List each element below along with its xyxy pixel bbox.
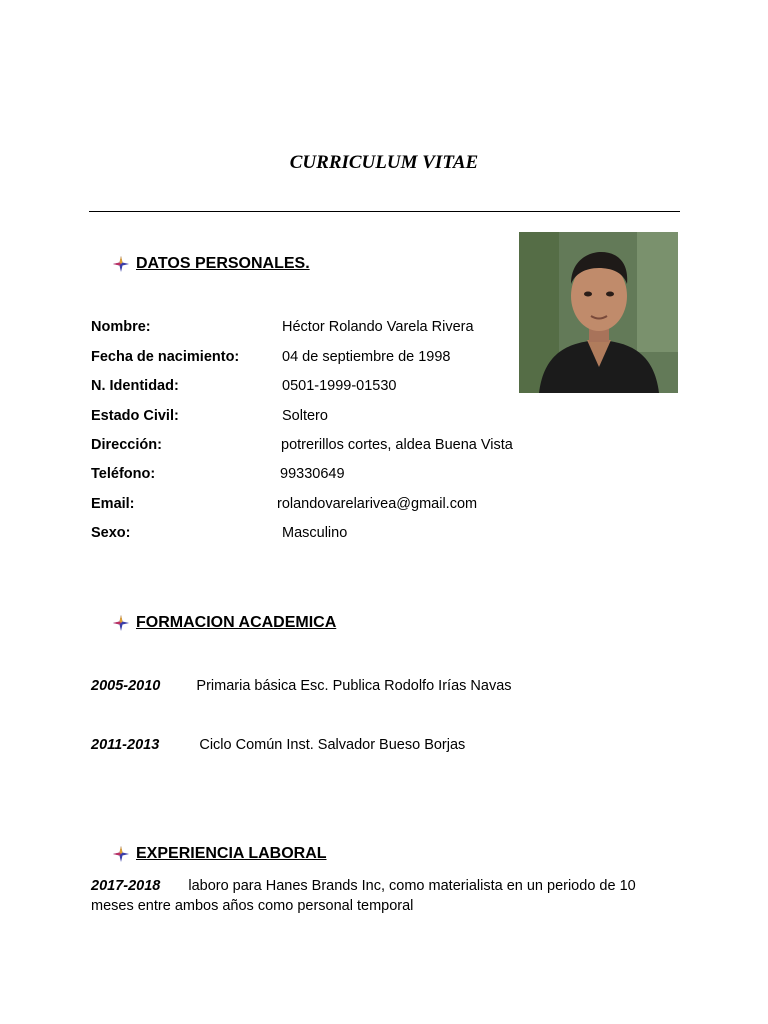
email-link[interactable]: rolandovarelarivea@gmail.com: [277, 496, 478, 512]
field-value: potrerillos cortes, aldea Buena Vista: [281, 437, 513, 453]
field-label: Email:: [91, 496, 135, 512]
field-value: Masculino: [282, 525, 348, 541]
education-years: 2005-2010: [91, 678, 161, 694]
field-label: Nombre:: [91, 319, 151, 335]
education-item: [91, 737, 465, 753]
field-value: 99330649: [280, 466, 345, 482]
experience-item: [91, 876, 681, 916]
star-bullet-icon: [112, 255, 130, 273]
field-label: Sexo:: [91, 525, 131, 541]
field-value: 04 de septiembre de 1998: [282, 349, 451, 365]
field-label: Teléfono:: [91, 466, 156, 482]
field-label: Fecha de nacimiento:: [91, 349, 240, 365]
star-bullet-icon: [112, 845, 130, 863]
section-personal-data: [112, 255, 310, 273]
title-divider: [89, 211, 680, 212]
section-heading-education: FORMACION ACADEMICA: [136, 614, 337, 631]
document-title: CURRICULUM VITAE: [289, 152, 479, 173]
portrait-illustration: [519, 232, 678, 393]
field-value: Soltero: [282, 408, 328, 424]
field-label: N. Identidad:: [91, 378, 179, 394]
section-heading-personal: DATOS PERSONALES.: [136, 255, 310, 272]
section-education: [112, 614, 336, 632]
education-text: Primaria básica Esc. Publica Rodolfo Irías Navas: [196, 678, 512, 694]
section-experience: [112, 845, 327, 863]
field-value: Héctor Rolando Varela Rivera: [282, 319, 474, 335]
profile-photo: [519, 232, 678, 393]
star-bullet-icon: [112, 614, 130, 632]
education-item: [91, 678, 512, 694]
education-years: 2011-2013: [91, 737, 160, 753]
section-heading-experience: EXPERIENCIA LABORAL: [136, 845, 327, 862]
field-value: 0501-1999-01530: [282, 378, 397, 394]
experience-text: laboro para Hanes Brands Inc, como materialista en un periodo de 10 meses entre ambos años como personal temporal: [91, 878, 636, 914]
field-label: Dirección:: [91, 437, 162, 453]
education-text: Ciclo Común Inst. Salvador Bueso Borjas: [199, 737, 466, 753]
field-label: Estado Civil:: [91, 408, 179, 424]
experience-years: 2017-2018: [91, 878, 161, 894]
